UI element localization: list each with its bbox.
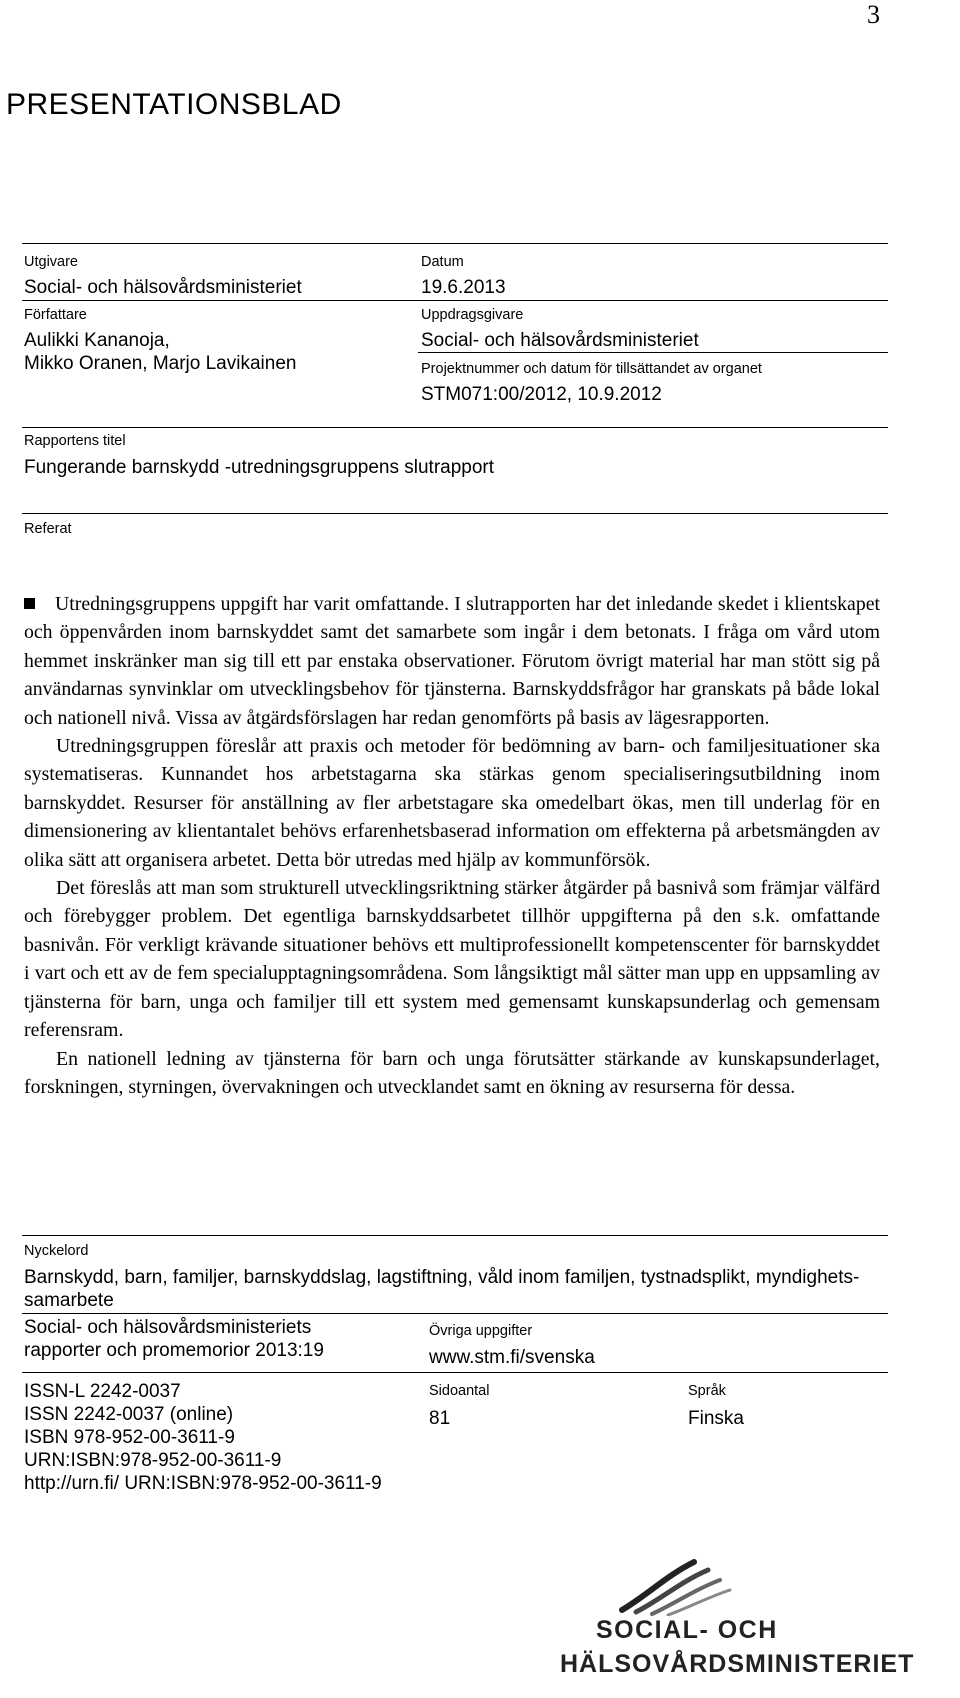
bullet-square-icon <box>24 598 35 609</box>
authors-label: Författare <box>24 307 87 323</box>
urn-isbn: URN:ISBN:978-952-00-3611-9 <box>24 1450 282 1471</box>
divider <box>22 300 888 301</box>
logo-text-line2: HÄLSOVÅRDSMINISTERIET <box>560 1650 915 1678</box>
other-info-label: Övriga uppgifter <box>429 1323 533 1339</box>
authors-line1: Aulikki Kananoja, <box>24 330 170 351</box>
abstract-paragraph: Utredningsgruppen föreslår att praxis och metoder för bedömning av barn- och familjesituationer ska systematiseras. Kunnandet hos arbetstagarna ska stärkas genom specialiseringsutbildning inom barnskyddet. Resurser för anställning av fler arbetstagare ska omedelbart ökas, men till underlag för en dimensionering av klientantalet behövs erfarenhetsbaserad information om effekterna på arbetsmängden av olika sätt att organisera arbetet. Detta bör utredas med hjälp av kommunförsök. <box>24 735 880 871</box>
isbn: ISBN 978-952-00-3611-9 <box>24 1427 235 1448</box>
page-count-label: Sidoantal <box>429 1383 490 1399</box>
ministry-logo <box>560 1600 915 1690</box>
divider <box>22 1235 888 1236</box>
abstract-paragraph: Utredningsgruppens uppgift har varit omfattande. I slutrapporten har det inledande skedet i klientskapet och öppenvården inom barnskyddet samt det samarbete som ingår i dem betonats. I fråga om vård utom hemmet inskränker man sig till ett par enstaka observationer. Förutom övrigt material har man stött sig på användarnas synvinklar om utvecklingsbehov för tjänsterna. Barnskyddsfrågor har granskats på både lokal och nationell nivå. Vissa av åtgärdsförslagen har redan genomförts på basis av lägesrapporten. <box>24 593 880 729</box>
abstract-label: Referat <box>24 521 72 537</box>
divider <box>22 1313 888 1314</box>
abstract-paragraph: Det föreslås att man som strukturell utvecklingsriktning stärker åtgärder på basnivå som främjar välfärd och förebygger problem. Det egentliga barnskyddsarbetet tillhör uppgifterna på den s.k. omfattande basnivån. För verkligt krävande situationer behövs ett multiprofessionellt kompetenscenter för barnskyddet i vart och ett av de fem specialupptagningsområdena. Som långsiktigt mål sätter man upp en uppsamling av tjänsterna för barn, unga och familjer till ett system med gemensamt kunskapsunderlag och gemensam referensram. <box>24 877 880 1042</box>
commissioner-value: Social- och hälsovårdsministeriet <box>421 330 699 351</box>
commissioner-label: Uppdragsgivare <box>421 307 524 323</box>
divider <box>22 1372 888 1373</box>
publisher-label: Utgivare <box>24 254 78 270</box>
keywords-label: Nyckelord <box>24 1243 89 1259</box>
series-line1: Social- och hälsovårdsministeriets <box>24 1317 312 1338</box>
abstract-body <box>24 590 880 1101</box>
document-heading: PRESENTATIONSBLAD <box>6 88 342 121</box>
project-value: STM071:00/2012, 10.9.2012 <box>421 384 662 405</box>
project-label: Projektnummer och datum för tillsättandet av organet <box>421 361 762 377</box>
swoosh-logo-icon <box>616 1556 746 1616</box>
issn-l: ISSN-L 2242-0037 <box>24 1381 181 1402</box>
language-label: Språk <box>688 1383 726 1399</box>
divider <box>22 427 888 428</box>
urn-link[interactable]: http://urn.fi/ URN:ISBN:978-952-00-3611-9 <box>24 1473 382 1494</box>
date-label: Datum <box>421 254 464 270</box>
divider <box>22 513 888 514</box>
series-line2: rapporter och promemorior 2013:19 <box>24 1340 324 1361</box>
report-title-value: Fungerande barnskydd -utredningsgruppens slutrapport <box>24 457 495 478</box>
page-count-value: 81 <box>429 1408 451 1429</box>
date-value: 19.6.2013 <box>421 277 506 298</box>
language-value: Finska <box>688 1408 744 1429</box>
other-info-value[interactable]: www.stm.fi/svenska <box>429 1347 595 1368</box>
divider <box>418 352 888 353</box>
keywords-value: Barnskydd, barn, familjer, barnskyddslag, lagstiftning, våld inom familjen, tystnadsplikt, myndighetssamarbete <box>24 1267 860 1311</box>
abstract-paragraph: En nationell ledning av tjänsterna för barn och unga förutsätter stärkande av kunskapsunderlaget, forskningen, styrningen, övervakningen och utvecklandet samt en ökning av resurserna för dessa. <box>24 1047 880 1098</box>
page-number: 3 <box>867 0 880 29</box>
table-top-rule <box>22 243 888 244</box>
report-title-label: Rapportens titel <box>24 433 126 449</box>
issn-online: ISSN 2242-0037 (online) <box>24 1404 234 1425</box>
logo-text-line1: SOCIAL- OCH <box>596 1616 778 1644</box>
publisher-value: Social- och hälsovårdsministeriet <box>24 277 302 298</box>
authors-line2: Mikko Oranen, Marjo Lavikainen <box>24 353 297 374</box>
